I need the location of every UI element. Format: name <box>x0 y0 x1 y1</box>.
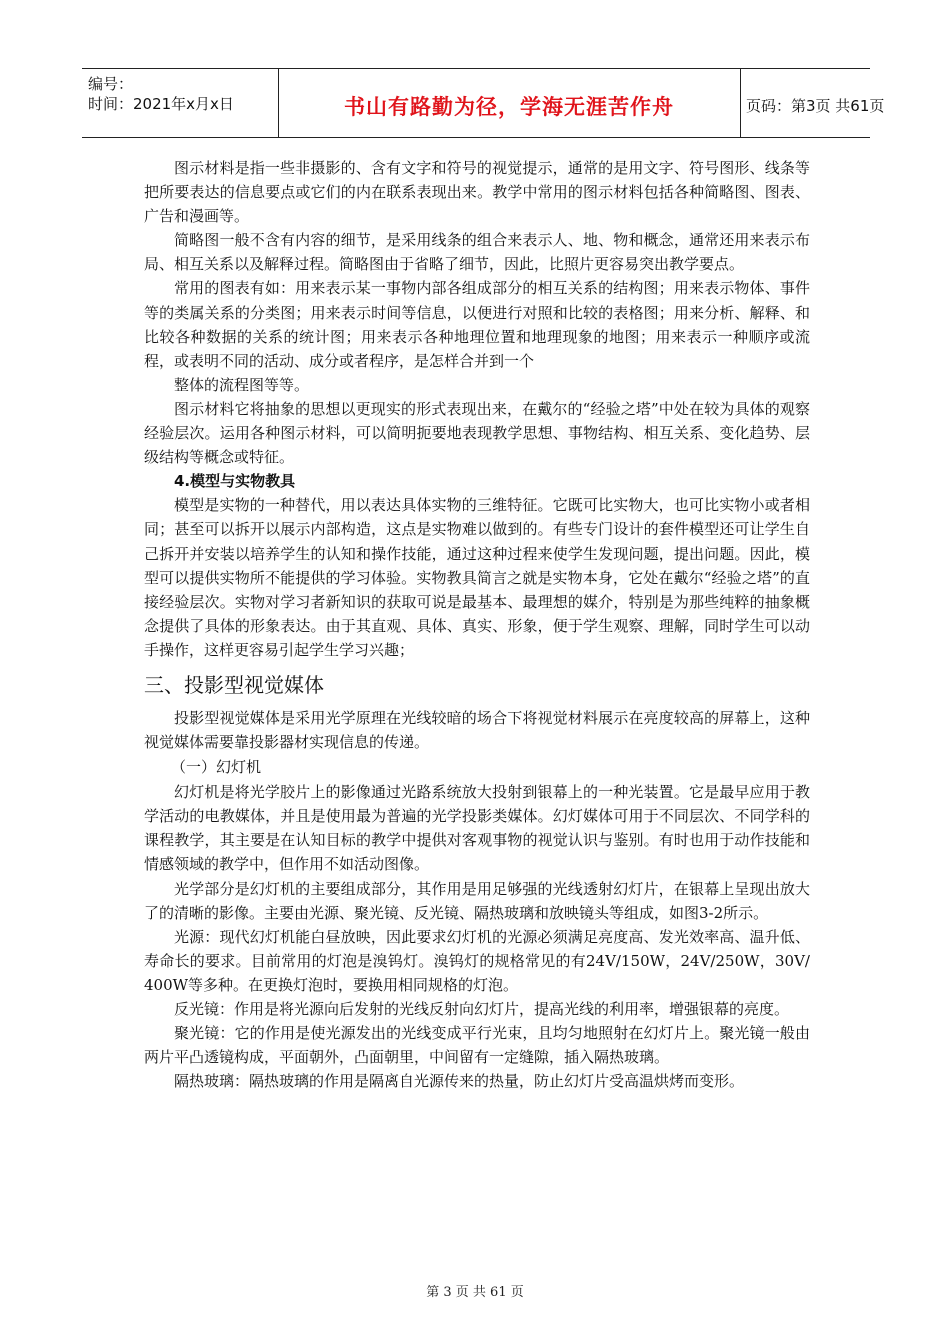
code-label: 编号： <box>88 75 134 93</box>
paragraph: 常用的图表有如：用来表示某一事物内部各组成部分的相互关系的结构图；用来表示物体、事件等的类属关系的分类图；用来表示时间等信息，以便进行对照和比较的表格图；用来分析、解释、和比较各种数据的关系的统计图；用来表示各种地理位置和地理现象的地图；用来表示一种顺序或流程，或表明不同的活动、成分或者程序，是怎样合并到一个 <box>144 279 810 370</box>
header-meta-cell <box>82 69 279 137</box>
paragraph: 模型是实物的一种替代，用以表达具体实物的三维特征。它既可比实物大，也可比实物小或者相同；甚至可以拆开以展示内部构造，这点是实物难以做到的。有些专门设计的套件模型还可让学生自己拆开并安装以培养学生的认知和操作技能，通过这种过程来使学生发现问题，提出问题。因此，模型可以提供实物所不能提供的学习体验。实物教具简言之就是实物本身，它处在戴尔“经验之塔”的直接经验层次。实物对学习者新知识的获取可说是最基本、最理想的媒介，特别是为那些纯粹的抽象概念提供了具体的形象表达。由于其直观、具体、真实、形象，便于学生观察、理解，同时学生可以动手操作，这样更容易引起学生学习兴趣； <box>144 496 810 659</box>
paragraph: 反光镜：作用是将光源向后发射的光线反射向幻灯片，提高光线的利用率，增强银幕的亮度。 <box>174 1000 790 1018</box>
paragraph: 光源：现代幻灯机能白昼放映，因此要求幻灯机的光源必须满足亮度高、发光效率高、温升低、寿命长的要求。目前常用的灯泡是溴钨灯。溴钨灯的规格常见的有24V/150W，24V/250W，30V/400W等多种。在更换灯泡时，要换用相同规格的灯泡。 <box>144 927 810 994</box>
document-body <box>144 156 810 1093</box>
paragraph: 幻灯机是将光学胶片上的影像通过光路系统放大投射到银幕上的一种光装置。它是最早应用于教学活动的电教媒体，并且是使用最为普遍的光学投影类媒体。幻灯媒体可用于不同层次、不同学科的课程教学，其主要是在认知目标的教学中提供对客观事物的视觉认识与鉴别。有时也用于动作技能和情感领域的教学中，但作用不如活动图像。 <box>144 783 810 874</box>
header-motto-cell <box>278 69 741 137</box>
page-footer: 第 3 页 共 61 页 <box>426 1285 524 1300</box>
header-page-info: 页码：第3页 共61页 <box>746 97 885 115</box>
subheading-models: 4.模型与实物教具 <box>174 472 296 491</box>
paragraph-continuation: 整体的流程图等等。 <box>174 375 310 394</box>
paragraph: 投影型视觉媒体是采用光学原理在光线较暗的场合下将视觉材料展示在亮度较高的屏幕上，这种视觉媒体需要靠投影器材实现信息的传递。 <box>144 708 810 752</box>
subheading-slide-projector: （一）幻灯机 <box>171 758 262 777</box>
paragraph: 隔热玻璃：隔热玻璃的作用是隔离自光源传来的热量，防止幻灯片受高温烘烤而变形。 <box>174 1072 745 1091</box>
date-label: 时间：2021年x月x日 <box>88 95 234 113</box>
paragraph: 图示材料是指一些非摄影的、含有文字和符号的视觉提示，通常的是用文字、符号图形、线条等把所要表达的信息要点或它们的内在联系表现出来。教学中常用的图示材料包括各种简略图、图表、广告和漫画等。 <box>144 159 810 226</box>
header-page-cell <box>740 69 885 137</box>
motto: 书山有路勤为径，学海无涯苦作舟 <box>344 95 674 119</box>
paragraph: 图示材料它将抽象的思想以更现实的形式表现出来，在戴尔的“经验之塔”中处在较为具体的观察经验层次。运用各种图示材料，可以简明扼要地表现教学思想、事物结构、相互关系、变化趋势、层级结构等概念或特征。 <box>144 399 810 467</box>
section-title: 三、投影型视觉媒体 <box>144 672 324 697</box>
paragraph: 光学部分是幻灯机的主要组成部分，其作用是用足够强的光线透射幻灯片，在银幕上呈现出放大了的清晰的影像。主要由光源、聚光镜、反光镜、隔热玻璃和放映镜头等组成，如图3-2所示。 <box>144 879 810 922</box>
page-header <box>82 68 885 138</box>
paragraph: 简略图一般不含有内容的细节，是采用线条的组合来表示人、地、物和概念，通常还用来表示布局、相互关系以及解释过程。简略图由于省略了细节，因此，比照片更容易突出教学要点。 <box>144 231 810 274</box>
paragraph: 聚光镜：它的作用是使光源发出的光线变成平行光束，且均匀地照射在幻灯片上。聚光镜一般由两片平凸透镜构成，平面朝外，凸面朝里，中间留有一定缝隙，插入隔热玻璃。 <box>144 1024 810 1067</box>
